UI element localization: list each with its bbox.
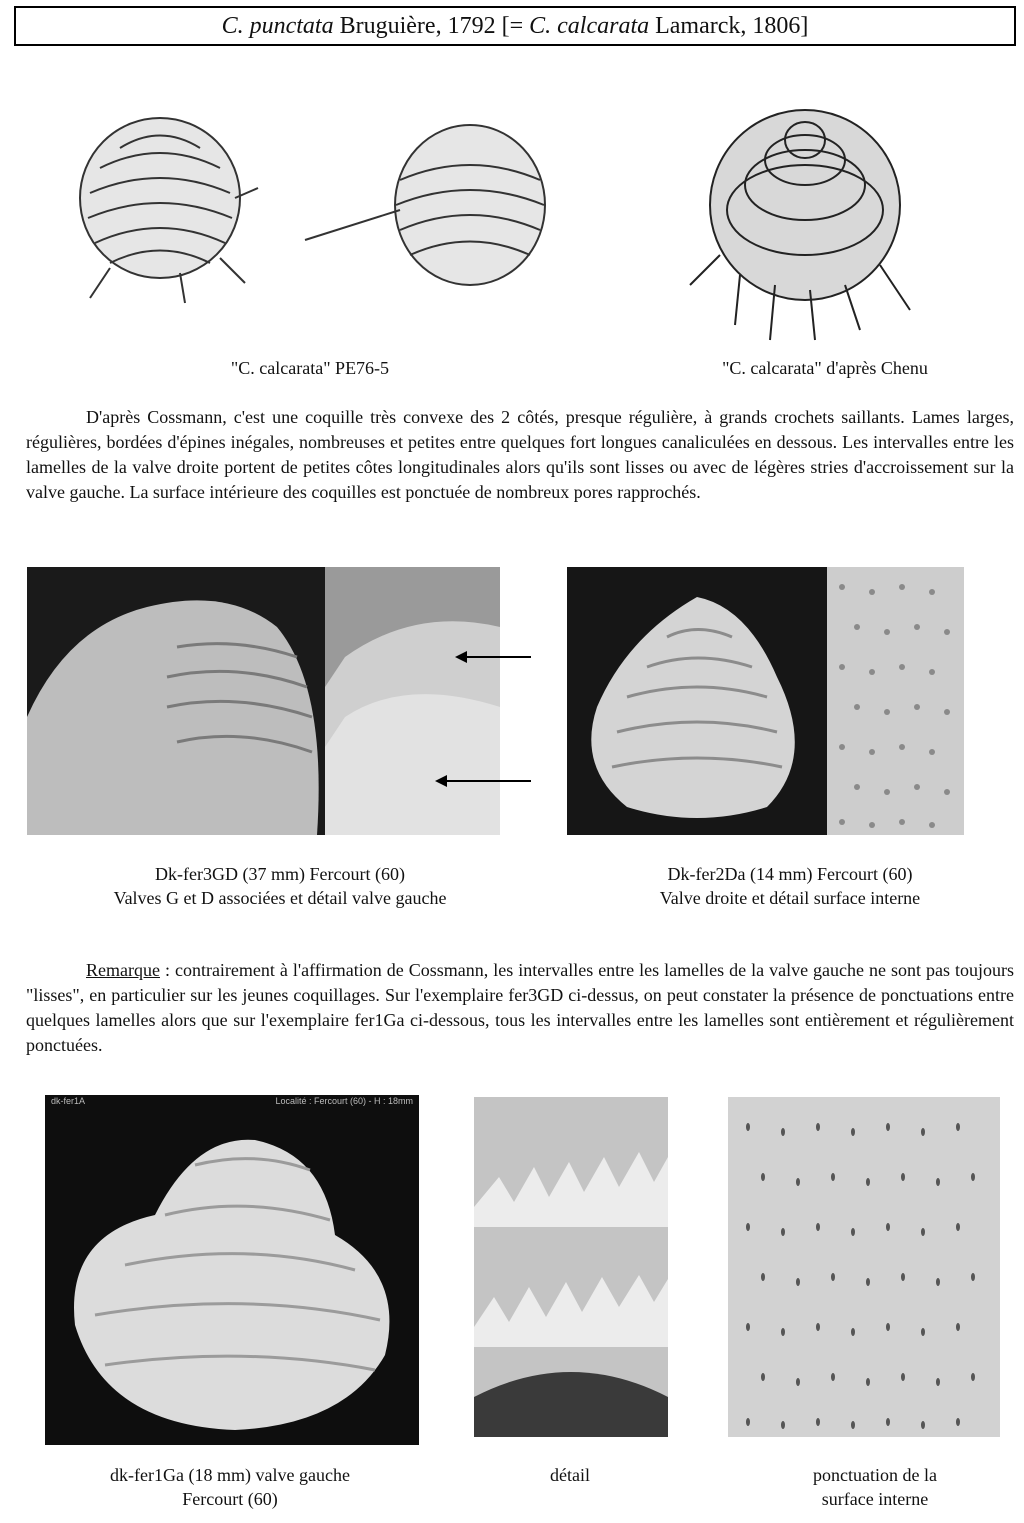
photo-ponctuation — [728, 1097, 1000, 1437]
caption-dk-fer3gd — [40, 862, 520, 910]
remark-text: : contrairement à l'affirmation de Cossmann, les intervalles entre les lamelles de la valve gauche ne sont pas toujours "lisses", en particulier sur les jeunes coquillages. Sur l'exemplaire fer3GD ci-dessus, on peut constater la présence de ponctuations entre quelques lamelles alors que sur l'exemplaire fer1Ga ci-dessous, tous les intervalles entre les lamelles sont entièrement et régulièrement ponctuées. — [26, 960, 1014, 1055]
caption-dk-fer1ga-line2: Fercourt (60) — [182, 1489, 278, 1509]
caption-dk-fer1ga — [40, 1463, 420, 1511]
remark-label: Remarque — [86, 960, 160, 980]
photo-dk-fer1ga — [45, 1095, 419, 1445]
photo-detail-surface-interne — [827, 567, 964, 835]
shell-drawing-chenu — [680, 85, 930, 345]
caption-dk-fer3gd-line2: Valves G et D associées et détail valve gauche — [113, 888, 447, 908]
title-species-2: calcarata — [557, 13, 650, 39]
caption-dk-fer1ga-line1: dk-fer1Ga (18 mm) valve gauche — [110, 1465, 350, 1485]
title-author-1: Bruguière, 1792 [= — [339, 13, 524, 39]
photo-detail-valve-gauche — [325, 567, 500, 835]
caption-ponctuation-line2: surface interne — [821, 1489, 929, 1509]
caption-dk-fer3gd-line1: Dk-fer3GD (37 mm) Fercourt (60) — [155, 864, 405, 884]
arrow-left-icon — [455, 647, 535, 667]
title-author-2: Lamarck, 1806] — [655, 13, 809, 39]
caption-ponctuation — [740, 1463, 1010, 1511]
photo-detail — [474, 1097, 668, 1437]
remark-paragraph — [26, 958, 1014, 1058]
shell-drawing-pe76-5-b — [300, 110, 555, 300]
caption-dk-fer2da-line2: Valve droite et détail surface interne — [659, 888, 921, 908]
photo-dk-fer3gd — [27, 567, 325, 835]
title-genus-2: C. — [529, 13, 552, 39]
caption-pe76-5: "C. calcarata" PE76-5 — [230, 358, 390, 378]
title-genus-1: C. — [221, 13, 244, 39]
caption-dk-fer2da-line1: Dk-fer2Da (14 mm) Fercourt (60) — [667, 864, 913, 884]
caption-ponctuation-line1: ponctuation de la — [813, 1465, 937, 1485]
shell-drawing-pe76-5-a — [60, 78, 260, 308]
caption-detail: détail — [550, 1465, 590, 1485]
arrow-left-icon — [435, 771, 535, 791]
caption-dk-fer2da — [580, 862, 1000, 910]
caption-chenu: "C. calcarata" d'après Chenu — [722, 358, 928, 378]
description-paragraph — [26, 405, 1014, 505]
photo-dk-fer2da — [567, 567, 827, 835]
title-species-1: punctata — [249, 13, 334, 39]
description-text: D'après Cossmann, c'est une coquille très convexe des 2 côtés, presque régulière, à grands crochets saillants. Lames larges, régulières, bordées d'épines inégales, nombreuses et petites entre quelques fort longues canaliculées en dessous. Les intervalles entre les lamelles de la valve droite portent de petites côtes longitudinales alors qu'ils sont lisses ou avec de légères stries d'accroissement sur la valve gauche. La surface intérieure des coquilles est ponctuée de nombreux pores rapprochés. — [26, 407, 1014, 502]
page-title — [14, 6, 1016, 46]
photo-overlay-locality: Localité : Fercourt (60) - H : 18mm — [275, 1096, 413, 1106]
photo-overlay-id: dk-fer1A — [51, 1096, 86, 1106]
